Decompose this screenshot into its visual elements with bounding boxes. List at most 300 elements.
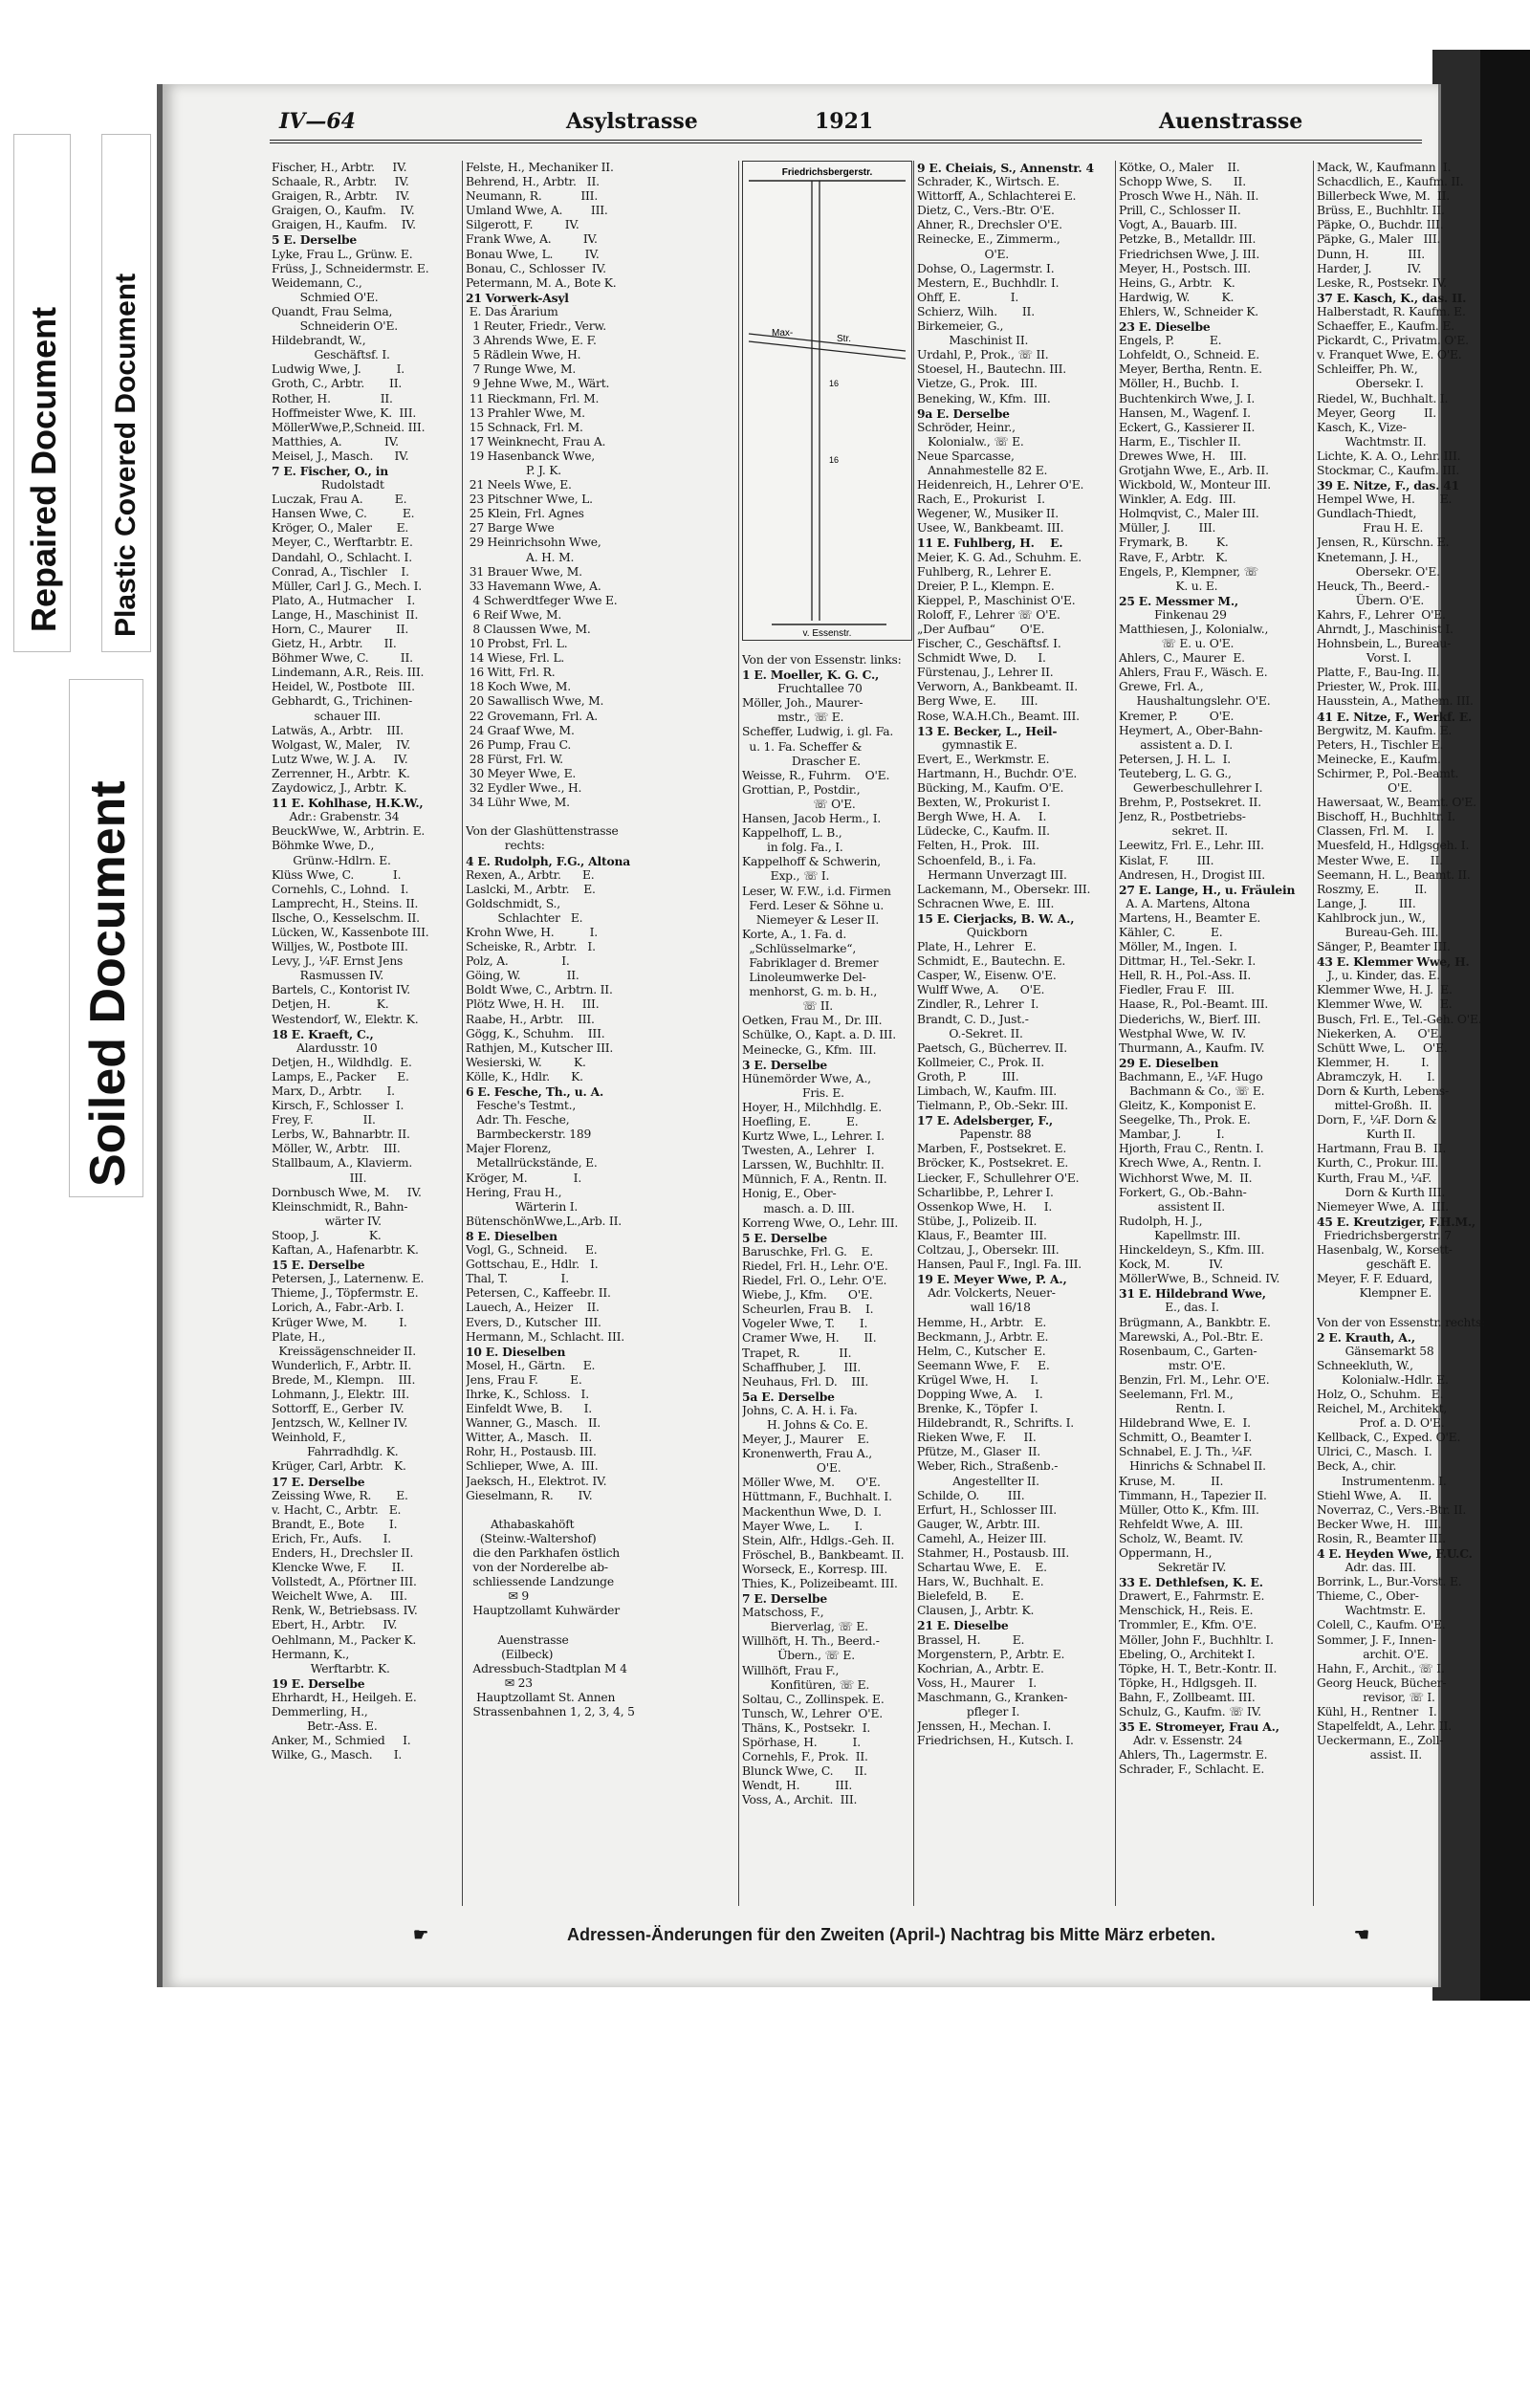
entry-line: Bahn, F., Zollbeamt. III. [1119,1690,1256,1704]
entry-line: Peters, H., Tischler E. [1317,737,1444,752]
entry-line: Groth, P. III. [917,1069,1019,1084]
page-footer [413,1925,1369,1950]
entry-line: Schulz, G., Kaufm. ☏ IV. [1119,1705,1261,1719]
entry-line: 13 Prahler Wwe, M. [466,405,585,420]
entry-line: Helm, C., Kutscher E. [917,1344,1046,1358]
entry-line: Fiedler, Frau F. III. [1119,983,1235,997]
entry-line: Brüss, E., Buchhltr. II. [1317,204,1445,218]
entry-line: u. 1. Fa. Scheffer & [742,739,863,754]
entry-line: Beneking, W., Kfm. III. [917,391,1051,405]
column-6 [1317,161,1514,1915]
entry-line: Jenz, R., Postbetriebs- [1119,810,1246,824]
entry-line: Vogl, G., Schneid. E. [466,1243,598,1258]
entry-line: Vietze, G., Prok. III. [917,377,1038,391]
entry-line: 37 E. Kasch, K., das. II. [1317,290,1467,305]
entry-line: Meyer, Georg II. [1317,405,1436,420]
column-2 [466,161,735,1915]
entry-line: Früss, J., Schneidermstr. E. [272,261,429,275]
entry-line: 4 Schwerdtfeger Wwe E. [466,593,618,607]
entry-line: Pickardt, C., Privatm. O'E. [1317,334,1469,348]
entry-line: Schacdlich, E., Kaufm. II. [1317,175,1464,189]
entry-line: 27 E. Lange, H., u. Fräulein [1119,882,1296,897]
entry-line: Töpke, H. T., Betr.-Kontr. II. [1119,1661,1278,1675]
column-rule [738,161,739,1906]
entry-line: Hermann, K., [272,1647,350,1661]
entry-line: Lohfeldt, O., Schneid. E. [1119,348,1259,362]
entry-line: Schirmer, P., Pol.-Beamt. [1317,766,1459,780]
entry-line: Sottorff, E., Gerber IV. [272,1402,404,1416]
entry-line: Harder, J. IV. [1317,261,1422,275]
entry-line: Rentn. I. [1119,1402,1226,1416]
entry-line: Frau H. E. [1317,521,1424,536]
entry-line: Holmqvist, C., Maler III. [1119,507,1259,521]
soiled-tag [69,679,143,1197]
entry-line: Fröschel, B., Bankbeamt. II. [742,1547,905,1562]
column-1 [272,161,459,1915]
entry-line: Ehrhardt, H., Heilgeh. E. [272,1690,417,1704]
entry-line: Korte, A., 1. Fa. d. [742,927,847,941]
entry-line: Vollstedt, A., Pförtner III. [272,1575,417,1589]
entry-line: Kolonialw., ☏ E. [917,434,1024,449]
entry-line: Matthies, A. IV. [272,434,399,449]
street-map [742,161,912,641]
entry-line: Bonau Wwe, L. IV. [466,247,600,261]
entry-line: 43 E. Klemmer Wwe, H. [1317,954,1470,970]
entry-line: 5 E. Derselbe [742,1230,827,1245]
entry-line: Ahlers, Th., Lagermstr. E. [1119,1748,1268,1762]
entry-line: Classen, Frl. M. I. [1317,824,1434,839]
entry-line: Kappelhoff, L. B., [742,826,842,841]
entry-line: Übern. O'E. [1317,593,1425,607]
entry-line: gymnastik E. [917,737,1017,752]
entry-line: 22 Grovemann, Frl. A. [466,709,598,723]
entry-line: Kappelhoff & Schwerin, [742,855,881,869]
entry-line: Prosch Wwe H., Näh. II. [1119,189,1259,204]
entry-line: Bexten, W., Prokurist I. [917,796,1051,810]
entry-line: Riedel, Frl. O., Lehr. O'E. [742,1274,887,1288]
entry-line: v. Hacht, C., Arbtr. E. [272,1502,402,1517]
entry-line: Colell, C., Kaufm. O'E. [1317,1618,1446,1632]
entry-line: Dreier, P. L., Klempn. E. [917,579,1055,593]
entry-line: Groth, C., Arbtr. II. [272,377,403,391]
entry-line: Oppermann, H., [1119,1546,1213,1560]
entry-line: ✉ 23 [466,1675,533,1690]
entry-line: Kruse, M. II. [1119,1474,1224,1488]
entry-line: Wunderlich, F., Arbtr. II. [272,1358,412,1372]
entry-line: Bartels, C., Kontorist IV. [272,983,411,997]
entry-line: 23 E. Dieselbe [1119,319,1211,335]
entry-line: Ebert, H., Arbtr. IV. [272,1618,398,1632]
entry-line: Hinrichs & Schnabel II. [1119,1459,1266,1474]
entry-line: Kieppel, P., Maschinist O'E. [917,593,1076,607]
entry-line: Von der Glashüttenstrasse [466,824,619,839]
entry-line: Hemme, H., Arbtr. E. [917,1315,1047,1329]
entry-line: Mack, W., Kaufmann I. [1317,161,1452,174]
entry-line: 6 E. Fesche, Th., u. A. [466,1084,604,1099]
entry-line: Worseck, E., Korresp. III. [742,1562,888,1576]
entry-line: Mestern, E., Buchhdlr. I. [917,275,1060,290]
entry-line: Vogeler Wwe, T. I. [742,1317,868,1331]
entry-line: Schütt Wwe, L. O'E. [1317,1040,1448,1055]
entry-line: v. Franquet Wwe, E. O'E. [1317,348,1462,362]
entry-line: Baruschke, Frl. G. E. [742,1244,874,1259]
entry-line: Zindler, R., Lehrer I. [917,997,1039,1012]
entry-line: Wulff Wwe, A. O'E. [917,983,1045,997]
entry-line: Kolonialw.-Hdlr. E. [1317,1372,1449,1387]
entry-line: 34 Lühr Wwe, M. [466,796,570,810]
entry-line: Brandt, C. D., Just.- [917,1012,1029,1026]
entry-line: Haushaltungslehr. O'E. [1119,694,1271,709]
entry-line: Meyer, Bertha, Rentn. E. [1119,362,1262,377]
entry-line: Möller, H., Buchb. I. [1119,377,1239,391]
entry-line: Gleitz, K., Komponist E. [1119,1099,1257,1113]
entry-line: Matthiesen, J., Kolonialw., [1119,623,1269,636]
entry-line: Kronenwerth, Frau A., [742,1447,873,1461]
entry-line: Rasmussen IV. [272,969,384,983]
entry-line: 28 Fürst, Frl. W. [466,752,563,766]
entry-line: 33 Havemann Wwe, A. [466,579,601,593]
entry-line: Grünw.-Hdlrn. E. [272,853,391,867]
entry-line: Mester Wwe, E. II. [1317,853,1443,867]
entry-line: Klempner E. [1317,1286,1432,1301]
entry-line: Wachtmstr. II. [1317,434,1427,449]
entry-line: Dorn & Kurth, Lebens- [1317,1084,1449,1098]
entry-line: Spörhase, H. I. [742,1736,861,1750]
entry-line: Adr. v. Essenstr. 24 [1119,1734,1243,1748]
entry-line: Weisse, R., Fuhrm. O'E. [742,768,890,782]
entry-line: Benzin, Frl. M., Lehr. O'E. [1119,1372,1270,1387]
entry-line: Zerrenner, H., Arbtr. K. [272,766,410,780]
entry-line: Fruchtallee 70 [742,682,863,696]
entry-line: Drawert, E., Fahrmstr. E. [1119,1589,1265,1604]
entry-line: Fahrradhdlg. K. [272,1445,399,1459]
entry-line: Oehlmann, M., Packer K. [272,1632,417,1647]
entry-line: Quickborn [917,925,1028,939]
entry-line: Usee, W., Bankbeamt. III. [917,521,1064,536]
entry-line: Riedel, W., Buchhalt. I. [1317,391,1449,405]
entry-line: ☏ II. [742,999,833,1014]
entry-line: Ihrke, K., Schloss. I. [466,1387,589,1401]
entry-line: Kröger, M. I. [466,1171,582,1185]
entry-line: Wittorff, A., Schlachterei E. [917,189,1077,204]
entry-line: Drewes Wwe, H. III. [1119,449,1247,463]
entry-line: mittel-Großh. II. [1317,1099,1432,1113]
entry-line: J., u. Kinder, das. E. [1317,969,1440,983]
entry-line: Busch, Frl. E., Tel.-Geh. O'E. [1317,1012,1482,1026]
entry-line: Krügel Wwe, H. I. [917,1372,1038,1387]
entry-line: Marx, D., Arbtr. I. [272,1084,395,1098]
entry-line: Petermann, M. A., Bote K. [466,275,617,290]
entry-line: Päpke, O., Buchdr. III. [1317,218,1444,232]
entry-line: Sommer, J. F., Innen- [1317,1632,1436,1647]
entry-line: 15 Schnack, Frl. M. [466,420,583,434]
entry-line: Kreissägenschneider II. [272,1344,416,1358]
entry-line: Kollmeier, C., Prok. II. [917,1055,1044,1069]
entry-line: Drascher E. [742,754,861,768]
entry-line: Dorn, F., ¼F. Dorn & [1317,1113,1437,1127]
entry-line: ✉ 9 [466,1589,529,1604]
entry-line: Scholz, W., Beamt. IV. [1119,1531,1244,1545]
entry-line: Hinckeldeyn, S., Kfm. III. [1119,1243,1265,1258]
entry-line: Conrad, A., Tischler I. [272,564,409,579]
entry-line: Heymert, A., Ober-Bahn- [1119,723,1263,737]
entry-line: Blunck Wwe, C. II. [742,1764,867,1779]
column-rule [462,161,463,1906]
entry-line: Muesfeld, H., Hdlgsgeh. I. [1317,839,1470,853]
entry-line: 14 Wiese, Frl. L. [466,651,565,666]
entry-line: (Steinw.-Waltershof) [466,1531,597,1545]
entry-line: 10 Probst, Frl. L. [466,637,568,651]
entry-line: Friedrichsen Wwe, J. III. [1119,247,1260,261]
entry-line: Töpke, H., Hdlgsgeh. II. [1119,1675,1257,1690]
entry-line: Neue Sparcasse, [917,449,1015,463]
entry-line: Wickbold, W., Monteur III. [1119,478,1271,493]
entry-line: 21 E. Dieselbe [917,1618,1009,1633]
entry-line: schauer III. [272,709,382,723]
entry-line: Lüdecke, C., Kaufm. II. [917,824,1050,839]
footer-left-hand-icon: ☛ [413,1925,429,1944]
entry-line: Brehm, P., Postsekret. II. [1119,796,1261,810]
entry-line: geschäft E. [1317,1258,1432,1272]
entry-line: Roloff, F., Lehrer ☏ O'E. [917,607,1060,622]
entry-line: Haase, R., Pol.-Beamt. III. [1119,997,1269,1012]
entry-line: Maschinist II. [917,334,1029,348]
entry-line: Gottschau, E., Hdlr. I. [466,1258,599,1272]
entry-line: Gietz, H., Arbtr. II. [272,637,397,651]
entry-line: Matschoss, F., [742,1606,824,1620]
entry-line: Lorich, A., Fabr.-Arb. I. [272,1301,404,1315]
entry-line: Forkert, G., Ob.-Bahn- [1119,1185,1247,1199]
entry-line: Behrend, H., Arbtr. II. [466,175,600,189]
entry-line: Rach, E., Prokurist I. [917,493,1045,507]
entry-line: Coltzau, J., Obersekr. III. [917,1243,1060,1258]
map-cross-street-bottom [749,341,906,359]
entry-line: 15 E. Derselbe [272,1258,365,1273]
entry-line: Jentzsch, W., Kellner IV. [272,1416,408,1431]
entry-line: Hansen, Jacob Herm., I. [742,812,882,826]
entry-line: Klüss Wwe, C. I. [272,867,402,882]
column-rule [1115,161,1116,1906]
entry-line: Willhöft, H. Th., Beerd.- [742,1634,880,1649]
entry-line: Rieken Wwe, F. II. [917,1431,1037,1445]
entry-line: Hoyer, H., Milchhdlg. E. [742,1100,882,1114]
entry-line: Hansen Wwe, C. E. [272,507,415,521]
entry-line: 17 E. Adelsberger, F., [917,1113,1054,1128]
entry-line: Fris. E. [742,1085,844,1100]
entry-line: Frymark, B. K. [1119,536,1229,550]
entry-line: 23 Pitschner Wwe, L. [466,493,593,507]
entry-line: 32 Eydler Wwe., H. [466,781,582,796]
entry-line: 4 E. Rudolph, F.G., Altona [466,853,630,868]
entry-line: schliessende Landzunge [466,1575,614,1589]
entry-line: 27 Barge Wwe [466,521,555,536]
entry-line: Gänsemarkt 58 [1317,1344,1434,1358]
entry-line: Ebeling, O., Architekt I. [1119,1647,1256,1661]
entry-line: Seegelke, Th., Prok. E. [1119,1113,1251,1127]
entry-line: Kellback, C., Exped. O'E. [1317,1431,1461,1445]
entry-line: Lamps, E., Packer E. [272,1069,409,1084]
entry-line: Dohse, O., Lagermstr. I. [917,261,1055,275]
entry-line: Dorn & Kurth III. [1317,1185,1446,1199]
column-rule [913,161,914,1906]
entry-line: Hermann, M., Schlacht. III. [466,1329,624,1344]
entry-line: Schaale, R., Arbtr. IV. [272,175,409,189]
entry-line: Riedel, Frl. H., Lehr. O'E. [742,1259,888,1273]
entry-line: 11 E. Kohlhase, H.K.W., [272,796,424,811]
entry-line: Böhmke Wwe, D., [272,839,375,853]
entry-line: Rosenbaum, C., Garten- [1119,1344,1257,1358]
entry-line: Wegener, W., Musiker II. [917,507,1059,521]
footer-right-hand-icon: ☚ [1353,1925,1369,1944]
entry-line: rechts: [466,839,545,853]
entry-line: „Der Aufbau“ O'E. [917,623,1045,636]
entry-line: Quandt, Frau Selma, [272,304,393,318]
entry-line: MöllerWwe, B., Schneid. IV. [1119,1272,1280,1286]
entry-line: Schracnen Wwe, E. III. [917,896,1055,910]
entry-line: Demmerling, H., [272,1705,368,1719]
entry-line: Finkenau 29 [1119,607,1227,622]
entry-line: Erich, Fr., Aufs. I. [272,1531,391,1545]
entry-line: Scharlibbe, P., Lehrer I. [917,1185,1054,1199]
entry-line: 18 Koch Wwe, M. [466,680,571,694]
entry-line: 13 E. Becker, L., Heil- [917,723,1058,738]
entry-line: P. J. K. [466,463,561,477]
entry-line: Kröger, O., Maler E. [272,521,409,536]
entry-line: Ferd. Leser & Söhne u. [742,898,885,912]
entry-line: Schneekluth, W., [1317,1358,1413,1372]
directory-page [157,84,1486,1987]
entry-line: 20 Sawallisch Wwe, M. [466,694,604,709]
entry-line: Bureau-Geh. III. [1317,925,1439,939]
entry-line: Levy, J., ¼F. Ernst Jens [272,954,404,969]
entry-line: Krohn Wwe, H. I. [466,925,598,939]
entry-line: Wichhorst Wwe, M. II. [1119,1171,1253,1185]
map-cross-label-1: Max- [772,328,794,339]
entry-line: 5 E. Derselbe [272,232,357,248]
entry-line: Ueckermann, E., Zoll- [1317,1734,1444,1748]
entry-line: 25 Klein, Frl. Agnes [466,507,584,521]
entry-line: Knetemann, J. H., [1317,550,1419,564]
entry-line: Wiebe, J., Kfm. O'E. [742,1288,873,1303]
entry-line: Lutz Wwe, W. J. A. IV. [272,752,408,766]
entry-line: Lindemann, A.R., Reis. III. [272,666,425,680]
entry-line: 17 Weinknecht, Frau A. [466,434,606,449]
entry-line: Fürstenau, J., Lehrer II. [917,666,1054,680]
entry-line: Paetsch, G., Bücherrev. II. [917,1040,1067,1055]
entry-line: Meier, K. G. Ad., Schuhm. E. [917,550,1082,564]
entry-line: Möller Wwe, M. O'E. [742,1476,881,1490]
entry-line: Martens, H., Beamter E. [1119,910,1261,925]
entry-line: Schoenfeld, B., i. Fa. [917,853,1037,867]
entry-line: masch. a. D. III. [742,1201,855,1215]
entry-line: Zeissing Wwe, R. E. [272,1488,408,1502]
entry-line: Tunsch, W., Lehrer O'E. [742,1706,883,1720]
entry-line: Meinecke, E., Kaufm. [1317,752,1441,766]
entry-line: Liecker, F., Schullehrer O'E. [917,1171,1080,1185]
entry-line: Hars, W., Buchhalt. E. [917,1575,1044,1589]
entry-line: Platte, F., Bau-Ing. II. [1317,666,1440,680]
entry-line: Jensen, R., Kürschn. E. [1317,536,1450,550]
entry-line: Kurtz Wwe, L., Lehrer. I. [742,1129,885,1144]
entry-line: Dunn, H. III. [1317,247,1425,261]
entry-line: Obersekr. O'E. [1317,564,1440,579]
entry-line: Barmbeckerstr. 189 [466,1127,592,1142]
entry-line: Frey, F. II. [272,1113,376,1127]
entry-line: mstr., ☏ E. [742,711,844,725]
entry-line: Johns, C. A. H. i. Fa. [742,1403,858,1417]
entry-line: Dornbusch Wwe, M. IV. [272,1185,422,1199]
entry-line: Lyke, Frau L., Grünw. E. [272,247,413,261]
entry-line: Kötke, O., Maler II. [1119,161,1240,174]
entry-line: Schierz, Wilh. II. [917,304,1035,318]
entry-line: Linoleumwerke Del- [742,971,866,985]
entry-line: Exp., ☏ I. [742,869,830,884]
entry-line: Casper, W., Eisenw. O'E. [917,969,1057,983]
column-4 [917,161,1112,1915]
entry-line: Felten, H., Prok. III. [917,839,1039,853]
entry-line: O'E. [742,1461,842,1476]
entry-line: Rudolstadt [272,478,384,493]
entry-line: 15 E. Cierjacks, B. W. A., [917,910,1075,926]
entry-line: Adr. Volckerts, Neuer- [917,1286,1056,1301]
entry-line: Wärterin I. [466,1199,579,1214]
entry-line: die den Parkhafen östlich [466,1546,621,1560]
entry-line: K. u. E. [1119,579,1218,593]
entry-line: Lamprecht, H., Steins. II. [272,896,419,910]
entry-line: sekret. II. [1119,824,1229,839]
repaired-tag [13,134,71,652]
entry-line: Schmied O'E. [272,290,379,304]
entry-line: Vorst. I. [1317,651,1411,666]
entry-line: Kochrian, A., Arbtr. E. [917,1661,1044,1675]
entry-line: in folg. Fa., I. [742,841,843,855]
entry-line: wall 16/18 [917,1301,1031,1315]
entry-line: ☏ E. u. O'E. [1119,637,1235,651]
page-header [270,107,1422,143]
entry-line: Clausen, J., Arbtr. K. [917,1604,1035,1618]
entry-line: Lange, H., Maschinist II. [272,607,419,622]
entry-line: 33 E. Dethlefsen, K. E. [1119,1575,1263,1590]
entry-line: Detjen, H. K. [272,997,389,1012]
entry-line: Grottian, P., Postdir., [742,782,861,797]
entry-line [466,1503,735,1518]
entry-line: 35 E. Stromeyer, Frau A., [1119,1719,1279,1735]
entry-line: Hermann Unverzagt III. [917,867,1067,882]
entry-line: Alardusstr. 10 [272,1040,378,1055]
column-5 [1119,161,1310,1915]
entry-line: Horn, C., Maurer II. [272,623,409,636]
entry-line: Hoefling, E. E. [742,1115,859,1128]
entry-line: Thäns, K., Postsekr. I. [742,1720,871,1735]
entry-line: Werftarbtr. K. [272,1661,390,1675]
entry-line: 19 Hasenbanck Wwe, [466,449,595,463]
entry-line: revisor, ☏ I. [1317,1690,1435,1704]
entry-line: Bergh Wwe, H. A. I. [917,810,1047,824]
entry-line: Evers, D., Kutscher III. [466,1315,601,1329]
entry-line: Oetken, Frau M., Dr. III. [742,1014,883,1028]
entry-line: Timmann, H., Tapezier II. [1119,1488,1267,1502]
entry-line: Heidel, W., Postbote III. [272,680,415,694]
entry-line: 10 E. Dieselben [466,1344,566,1359]
entry-line: Brandt, E., Bote I. [272,1517,398,1531]
entry-line: Larssen, W., Buchhltr. II. [742,1158,885,1172]
entry-line: 16 Witt, Frl. R. [466,666,556,680]
entry-line: Geschäftsf. I. [272,348,390,362]
entry-line: Müller, Carl J. G., Mech. I. [272,579,423,593]
entry-line: Trapet, R. II. [742,1346,852,1360]
entry-line: Schaffhuber, J. III. [742,1360,862,1374]
entry-line: Ilsche, O., Kesselschm. II. [272,910,420,925]
